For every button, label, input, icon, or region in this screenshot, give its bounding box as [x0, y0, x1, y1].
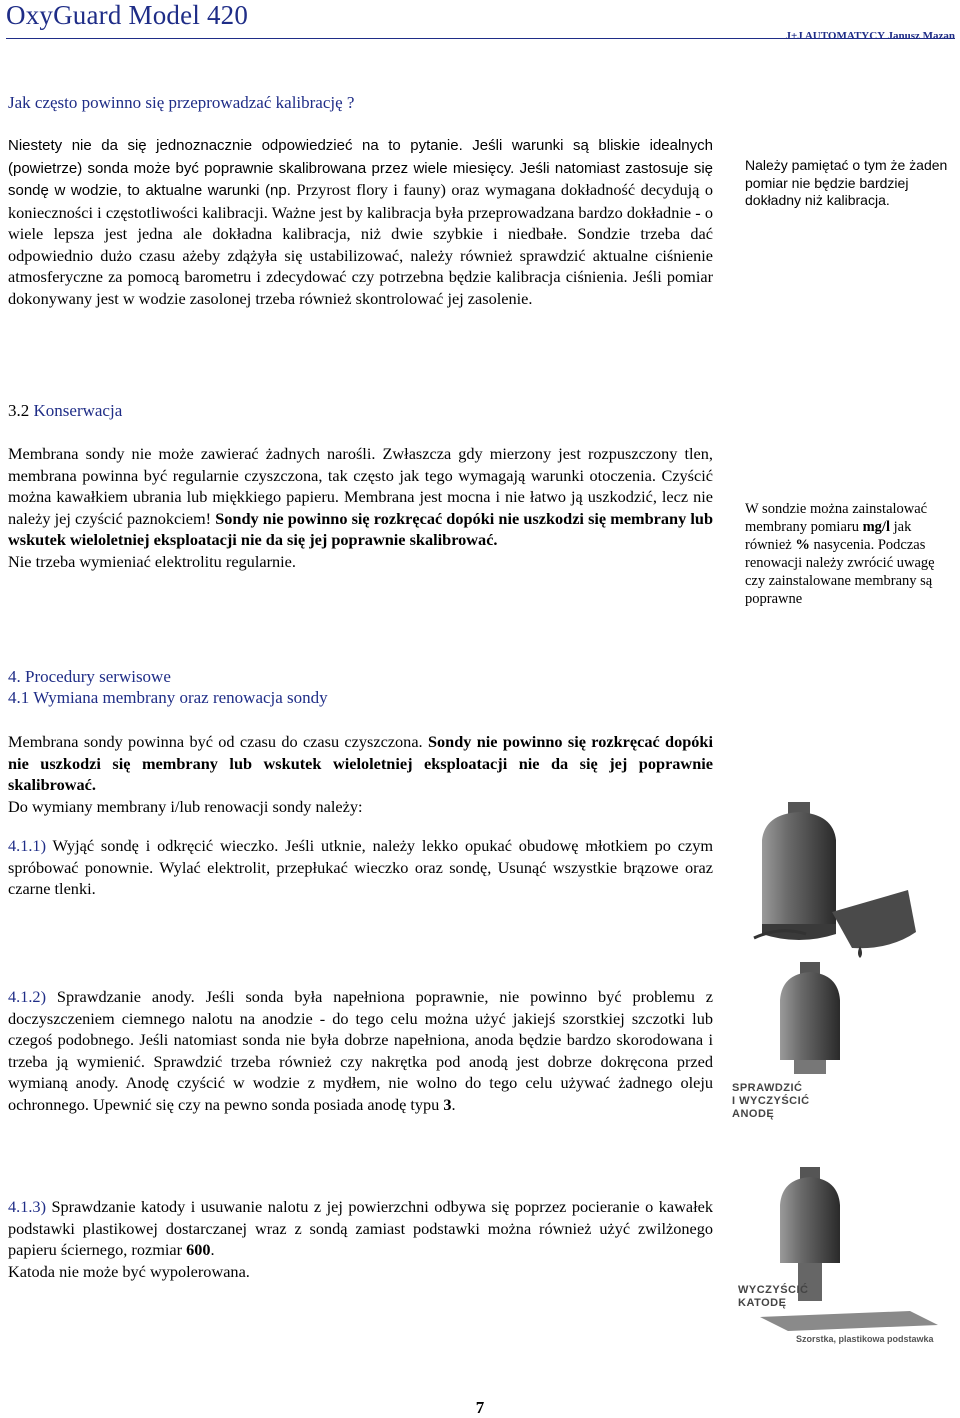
- service-intro: Do wymiany membrany i/lub renowacji sondy należy:: [8, 796, 363, 816]
- probe-body: [780, 1000, 840, 1060]
- probe-top: [780, 1177, 840, 1205]
- maintenance-warning: Sondy nie powinno się rozkręcać dopóki nie uszkodzi się membrany lub wskutek wieloletniej eksploatacji nie da się jej poprawnie skalibrować.: [8, 508, 713, 549]
- page-number: 7: [475, 1398, 485, 1417]
- calibration-paragraph: [8, 134, 713, 309]
- step-2: [8, 986, 713, 1115]
- maintenance-text: Membrana sondy nie może zawierać żadnych narośli. Zwłaszcza gdy mierzony jest rozpuszczony tlen, membrana powinna być regularnie czyszczona, tak często jak tego wymagają warunki otoczenia. Czyścić można kawałkiem ubrania lub miękkiego papieru. Membrana jest mocna i nie łatwo ją uszkodzić, lecz nie należy jej czyścić paznokciem!: [8, 444, 713, 528]
- step-3-note: Katoda nie może być wypolerowana.: [8, 1261, 250, 1281]
- probe-top: [780, 972, 840, 1000]
- cathode-figure: [760, 1165, 940, 1345]
- probe-cap: [832, 890, 916, 948]
- check-anode-line-1: SPRAWDZIĆ: [732, 1082, 803, 1094]
- document-title: OxyGuard Model 420: [6, 0, 249, 30]
- step-3-grit-size: 600: [186, 1240, 211, 1259]
- side-note-text-3: nasycenia. Podczas renowacji należy zwrócić uwagę czy zainstalowane membrany są poprawne: [745, 537, 935, 607]
- step-3: [8, 1196, 713, 1282]
- anode-figure: [760, 960, 860, 1080]
- step-3-number: 4.1.3): [8, 1197, 46, 1216]
- maintenance-side-note: [745, 500, 957, 608]
- step-2-number: 4.1.2): [8, 987, 46, 1006]
- step-1-text: Wyjąć sondę i odkręcić wieczko. Jeśli utknie, należy lekko opukać obudowę młotkiem po czym spróbować ponownie. Wylać elektrolit, przepłukać wieczko oraz sondę, Usunąć wszystkie brązowe oraz czarne tlenki.: [8, 836, 713, 898]
- maintenance-heading-text: Konserwacja: [29, 401, 123, 420]
- clean-cathode-label: [738, 1284, 809, 1310]
- service-headings: [8, 666, 328, 708]
- service-paragraph: [8, 731, 713, 817]
- maintenance-heading: [8, 401, 122, 421]
- calibration-side-note: Należy pamiętać o tym że żaden pomiar nie będzie bardziej dokładny niż kalibracja.: [745, 157, 948, 208]
- calibration-text-b: Przyrost flory i fauny) oraz wymagana dokładność decydują o konieczności i częstotliwości kalibracji. Ważne jest by kalibracja była przeprowadzana bardzo dokładnie - o wiele lepsza jest jedna ale dokładna kalibracja, niż dwie szybkie i niedbałe.: [8, 180, 713, 243]
- step-3-text: Sprawdzanie katody i usuwanie nalotu z jej powierzchni odbywa się poprzez pocieranie o kawałek podstawki plastikowej dostarczanej wraz z sondą zamiast podstawki można również użyć zwilżonego papieru ściernego, rozmiar: [8, 1197, 713, 1259]
- clean-cathode-line-2: KATODĘ: [738, 1297, 787, 1309]
- probe-cap-removal-figure: [740, 800, 950, 960]
- company-name: J+J AUTOMATYCY Janusz Mazan: [785, 30, 955, 42]
- probe-body: [762, 840, 836, 924]
- side-note-text-1: W sondzie można zainstalować membrany pomiaru: [745, 501, 928, 535]
- side-note-text-2: jak również: [745, 519, 912, 553]
- membrane-replacement-heading: 4.1 Wymiana membrany oraz renowacja sondy: [8, 688, 328, 707]
- maintenance-heading-number: 3.2: [8, 401, 30, 420]
- calibration-text-a: Niestety nie da się jednoznacznie odpowiedzieć na to pytanie. Jeśli warunki są bliskie idealnych (powietrze) sonda może być poprawnie skalibrowana przez wiele miesięcy. Jeśli natomiast zastosuje się sondę w wodzie, to aktualne warunki (np.: [8, 137, 713, 199]
- step-1: [8, 835, 713, 900]
- maintenance-paragraph: [8, 443, 713, 572]
- side-note-mgl: mg/l: [862, 519, 890, 535]
- check-anode-line-2: I WYCZYŚCIĆ: [732, 1095, 810, 1107]
- calibration-text-c: Sondzie trzeba dać odpowiednio dużo czasu ażeby zdążyła się ustabilizować, należy również sprawdzić aktualne ciśnienie atmosferyczne za pomocą barometru i zdecydować czy potrzebna będzie kalibracja ciśnienia. Jeśli pomiar dokonywany jest w wodzie zasolonej trzeba również skontrolować jej zasolenie.: [8, 224, 713, 308]
- step-1-number: 4.1.1): [8, 836, 46, 855]
- step-2-anode-type: 3: [443, 1094, 452, 1114]
- stand-caption: Szorstka, plastikowa podstawka: [796, 1334, 934, 1344]
- plastic-stand: [760, 1311, 938, 1331]
- check-anode-line-3: ANODĘ: [732, 1108, 775, 1120]
- clean-cathode-line-1: WYCZYŚCIĆ: [738, 1284, 809, 1296]
- probe-top: [762, 812, 836, 840]
- service-warning: Sondy nie powinno się rozkręcać dopóki nie uszkodzi się membrany lub wskutek wieloletniej eksploatacji nie da się jej poprawnie skalibrować.: [8, 732, 713, 794]
- step-2-text: Sprawdzanie anody. Jeśli sonda była napełniona poprawnie, nie powinno być problemu z doczyszczeniem ciemnego nalotu na anodzie - do tego celu można użyć jakiejś szorstkiej szczotki lub czegoś podobnego. Jeśli natomiast sonda nie była dobrze napełniona, anoda będzie bardzo skorodowana i trzeba ją wymienić. Sprawdzić trzeba również czy nakrętka pod anodą jest dobrze dokręcona przed wymianą anody. Anodę czyścić w wodzie z mydłem, nie wolno do tego celu używać żadnego oleju ochronnego. Upewnić się czy na pewno sonda posiada anodę typu: [8, 987, 713, 1114]
- probe-body: [780, 1205, 840, 1263]
- anode-part: [794, 1060, 826, 1074]
- step-3-end: .: [210, 1240, 215, 1259]
- calibration-heading: Jak często powinno się przeprowadzać kalibrację ?: [8, 93, 355, 112]
- maintenance-electrolyte-note: Nie trzeba wymieniać elektrolitu regularnie.: [8, 551, 296, 571]
- check-anode-label: [732, 1082, 810, 1121]
- service-heading: 4. Procedury serwisowe: [8, 667, 171, 686]
- step-2-end: .: [451, 1094, 456, 1114]
- service-text: Membrana sondy powinna być od czasu do czasu czyszczona.: [8, 732, 428, 751]
- side-note-percent: %: [795, 537, 810, 553]
- header-divider: [6, 38, 955, 39]
